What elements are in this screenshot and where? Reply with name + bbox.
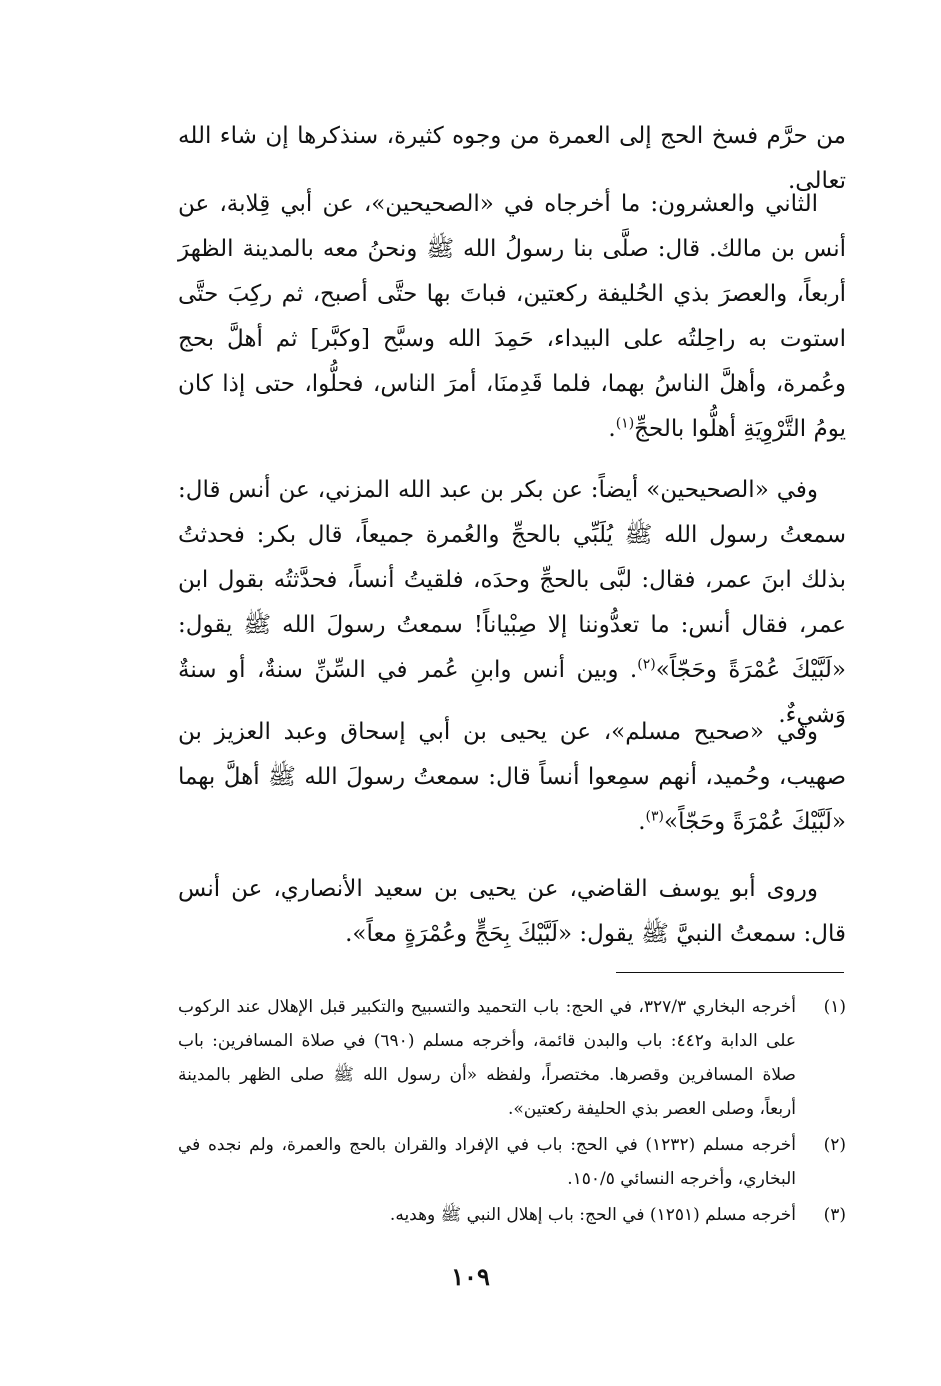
footnote-2-number: (٢): [823, 1135, 846, 1155]
footnote-ref-1: (١): [615, 415, 635, 432]
footnote-3-text: أخرجه مسلم (١٢٥١) في الحج: باب إهلال النبي ﷺ وهديه.: [389, 1205, 796, 1225]
footnote-1-text: أخرجه البخاري ٣٢٧/٣، في الحج: باب التحميد والتسبيح والتكبير قبل الإهلال عند الركوب على الدابة و٤٤٢: باب والبدن قائمة، وأخرجه مسلم (٦٩٠) في صلاة المسافرين: باب صلاة المسافرين وقصرها. مختصراً، ولفظه «أن رسول الله ﷺ صلى الظهر بالمدينة أربعاً، وصلى العصر بذي الحليفة ركعتين».: [178, 997, 796, 1119]
footnote-2-text: أخرجه مسلم (١٢٣٢) في الحج: باب في الإفراد والقران بالحج والعمرة، ولم نجده في البخاري، وأخرجه النسائي ١٥٠/٥.: [178, 1135, 796, 1189]
paragraph-3-text: وفي «الصحيحين» أيضاً: عن بكر بن عبد الله المزني، عن أنس قال: سمعتُ رسول الله ﷺ يُلَبِّي بالحجِّ والعُمرة جميعاً، قال بكر: فحدثتُ بذلك ابنَ عمر، فقال: لبَّى بالحجِّ وحدَه، فلقيتُ أنساً، فحدَّثتُه بقول ابن عمر، فقال أنس: ما تعدُّوننا إلا صِبْياناً! سمعتُ رسولَ الله ﷺ يقول: «لَبَّيْكَ عُمْرَةً وحَجّاً»: [178, 477, 846, 683]
footnotes: [178, 990, 846, 1234]
paragraph-3-end: . وبين أنس وابنِ عُمر في السِّنِّ سنةٌ، أو سنةٌ وَشيءٌ.: [178, 657, 846, 728]
paragraph-4-end: .: [638, 809, 646, 835]
footnote-3: [178, 1198, 846, 1232]
footnote-ref-2: (٢): [637, 656, 656, 673]
paragraph-3: [178, 468, 846, 738]
footnote-1-number: (١): [823, 997, 846, 1017]
footnote-2: [178, 1128, 846, 1196]
paragraph-4-text: وفي «صحيح مسلم»، عن يحيى بن أبي إسحاق وعبد العزيز بن صهيب، وحُميد، أنهم سمِعوا أنساً قال: سمعتُ رسولَ الله ﷺ أهلَّ بهما «لَبَّيْكَ عُمْرَةً وحَجّاً»: [178, 719, 846, 835]
paragraph-1-text: من حرَّم فسخ الحج إلى العمرة من وجوه كثيرة، سنذكرها إن شاء الله تعالى.: [178, 123, 846, 194]
paragraph-2: [178, 182, 846, 452]
paragraph-2-text: الثاني والعشرون: ما أخرجاه في «الصحيحين»، عن أبي قِلابة، عن أنس بن مالك. قال: صلَّى بنا رسولُ الله ﷺ ونحنُ معه بالمدينة الظهرَ أربعاً، والعصرَ بذي الحُليفة ركعتين، فباتَ بها حتَّى أصبح، ثم ركِبَ حتَّى استوت به راحِلتُه على البيداء، حَمِدَ الله وسبَّح [وكبَّر] ثم أهلَّ بحج وعُمرة، وأهلَّ الناسُ بهما، فلما قَدِمنَا، أمرَ الناس، فحلُّوا، حتى إذا كان يومُ التَّرْوِيَةِ أهلُّوا بالحجِّ: [178, 191, 846, 442]
footnote-ref-3: (٣): [645, 808, 665, 825]
paragraph-5-text: وروى أبو يوسف القاضي، عن يحيى بن سعيد الأنصاري، عن أنس قال: سمعتُ النبيَّ ﷺ يقول: «لَبَّيْكَ بِحَجٍّ وعُمْرَةٍ معاً».: [178, 876, 846, 947]
paragraph-2-end: .: [608, 416, 616, 442]
paragraph-4: [178, 710, 846, 845]
footnote-3-number: (٣): [823, 1205, 846, 1225]
page-number: ١٠٩: [451, 1262, 490, 1291]
footnote-separator: [616, 972, 844, 973]
paragraph-5: [178, 867, 846, 957]
footnote-1: [178, 990, 846, 1126]
